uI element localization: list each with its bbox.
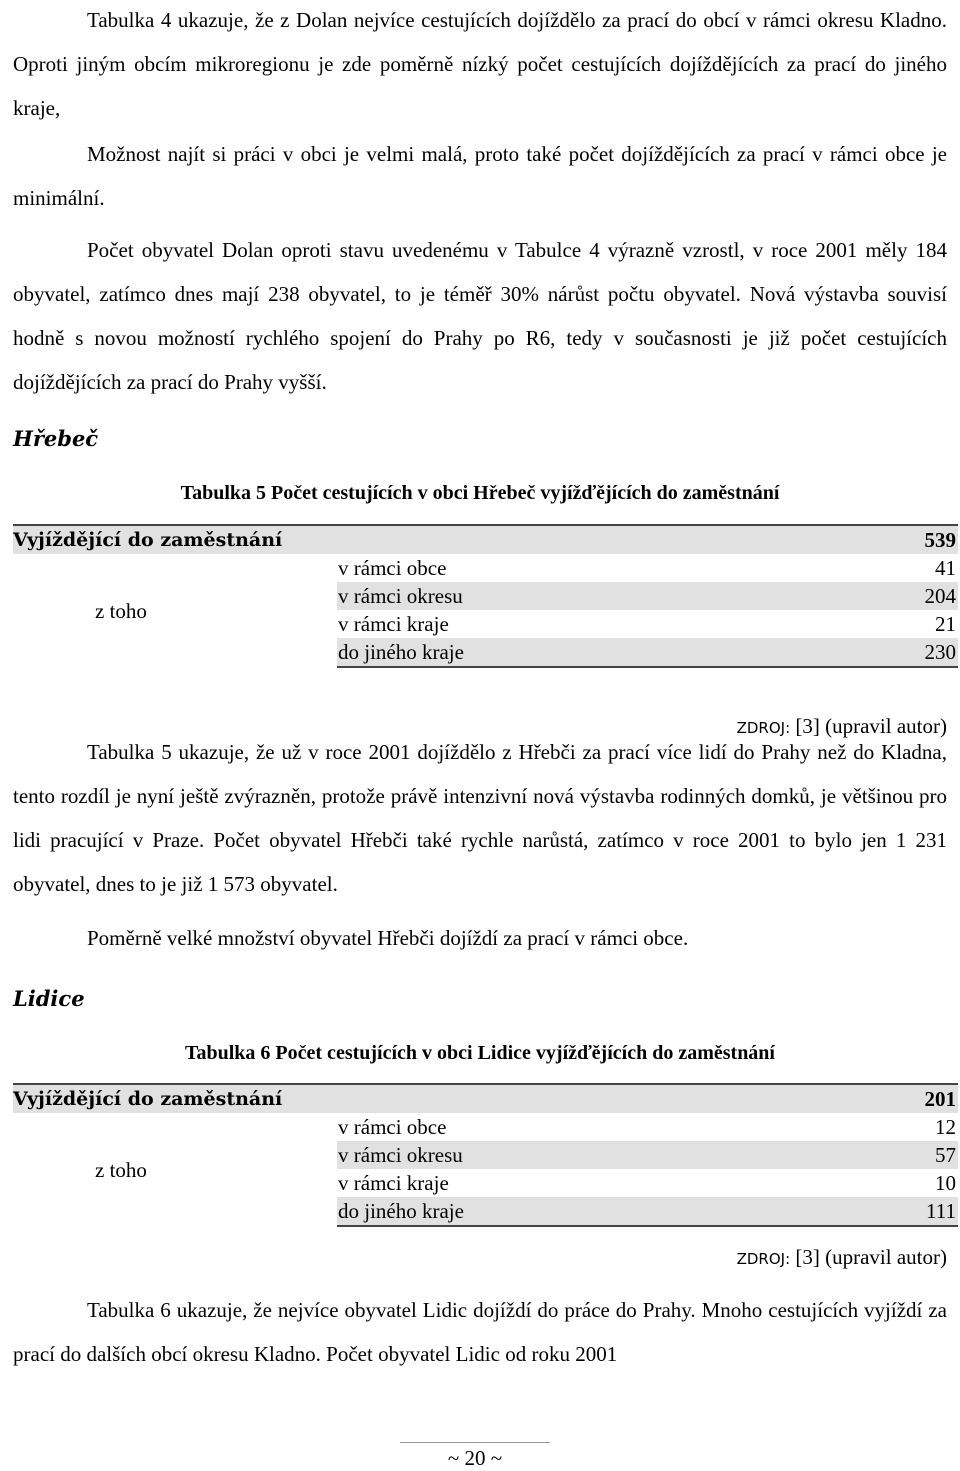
row-value: 57 — [828, 1141, 958, 1169]
source-prefix: ZDROJ: — [736, 719, 791, 737]
row-label: v rámci kraje — [338, 612, 449, 636]
paragraph-hrebec-in-village: Poměrně velké množství obyvatel Hřebči dojíždí za prací v rámci obce. — [87, 926, 689, 950]
page-number: ~ 20 ~ — [447, 1446, 503, 1470]
row-label: v rámci obce — [338, 556, 447, 580]
table-row — [13, 1113, 958, 1141]
table-header-value: 539 — [828, 525, 958, 554]
table-row — [13, 554, 958, 582]
row-value: 111 — [828, 1197, 958, 1226]
row-value: 230 — [828, 638, 958, 667]
group-label: z toho — [95, 1157, 147, 1182]
paragraph-dolan-work-in-village: Možnost najít si práci v obci je velmi malá, proto také počet dojíždějících za prací v rámci obce je minimální. — [13, 142, 947, 210]
table-header-label: Vyjíždějící do zaměstnání — [13, 1084, 828, 1113]
row-label: do jiného kraje — [337, 1197, 828, 1226]
row-value: 41 — [935, 556, 956, 580]
table6-source — [13, 1245, 947, 1270]
row-label: do jiného kraje — [337, 638, 828, 667]
table6-caption: Tabulka 6 Počet cestujících v obci Lidice vyjížďějících do zaměstnání — [185, 1042, 775, 1064]
source-text: [3] (upravil autor) — [790, 1245, 947, 1269]
table5 — [13, 524, 958, 668]
row-value: 12 — [935, 1115, 956, 1139]
group-label: z toho — [95, 598, 147, 623]
source-prefix: ZDROJ: — [736, 1250, 791, 1268]
row-label: v rámci obce — [338, 1115, 447, 1139]
footer-divider — [400, 1442, 550, 1443]
table-header-row — [13, 525, 958, 554]
section-heading-lidice: Lidice — [13, 986, 85, 1011]
row-value: 204 — [828, 582, 958, 610]
row-value: 21 — [935, 612, 956, 636]
source-text: [3] (upravil autor) — [790, 714, 947, 738]
row-value: 10 — [935, 1171, 956, 1195]
table-header-label: Vyjíždějící do zaměstnání — [13, 525, 828, 554]
paragraph-dolan-table4: Tabulka 4 ukazuje, že z Dolan nejvíce cestujících dojíždělo za prací do obcí v rámci okresu Kladno. Oproti jiným obcím mikroregionu je zde poměrně nízký počet cestujících dojíždějících za prací do jiného kraje, — [13, 8, 947, 120]
table-header-value: 201 — [828, 1084, 958, 1113]
row-label: v rámci okresu — [337, 1141, 828, 1169]
row-label: v rámci kraje — [338, 1171, 449, 1195]
section-heading-hrebec: Hřebeč — [13, 426, 99, 451]
paragraph-lidice-table6: Tabulka 6 ukazuje, že nejvíce obyvatel Lidic dojíždí do práce do Prahy. Mnoho cestujících vyjíždí za prací do dalších obcí okresu Kladno. Počet obyvatel Lidic od roku 2001 — [13, 1298, 947, 1366]
row-label: v rámci okresu — [337, 582, 828, 610]
table6 — [13, 1083, 958, 1227]
paragraph-hrebec-table5: Tabulka 5 ukazuje, že už v roce 2001 dojíždělo z Hřebči za prací více lidí do Prahy než do Kladna, tento rozdíl je nyní ještě zvýrazněn, protože právě intenzivní nová výstavba rodinných domků, je většinou pro lidi pracující v Praze. Počet obyvatel Hřebči také rychle narůstá, zatímco v roce 2001 to bylo jen 1 231 obyvatel, dnes to je již 1 573 obyvatel. — [13, 740, 947, 896]
table5-caption: Tabulka 5 Počet cestujících v obci Hřebeč vyjížďějících do zaměstnání — [180, 482, 780, 504]
table-header-row — [13, 1084, 958, 1113]
paragraph-dolan-population: Počet obyvatel Dolan oproti stavu uvedenému v Tabulce 4 výrazně vzrostl, v roce 2001 měly 184 obyvatel, zatímco dnes mají 238 obyvatel, to je téměř 30% nárůst počtu obyvatel. Nová výstavba souvisí hodně s novou možností rychlého spojení do Prahy po R6, tedy v současnosti je již počet cestujících dojíždějících za prací do Prahy vyšší. — [13, 238, 947, 394]
